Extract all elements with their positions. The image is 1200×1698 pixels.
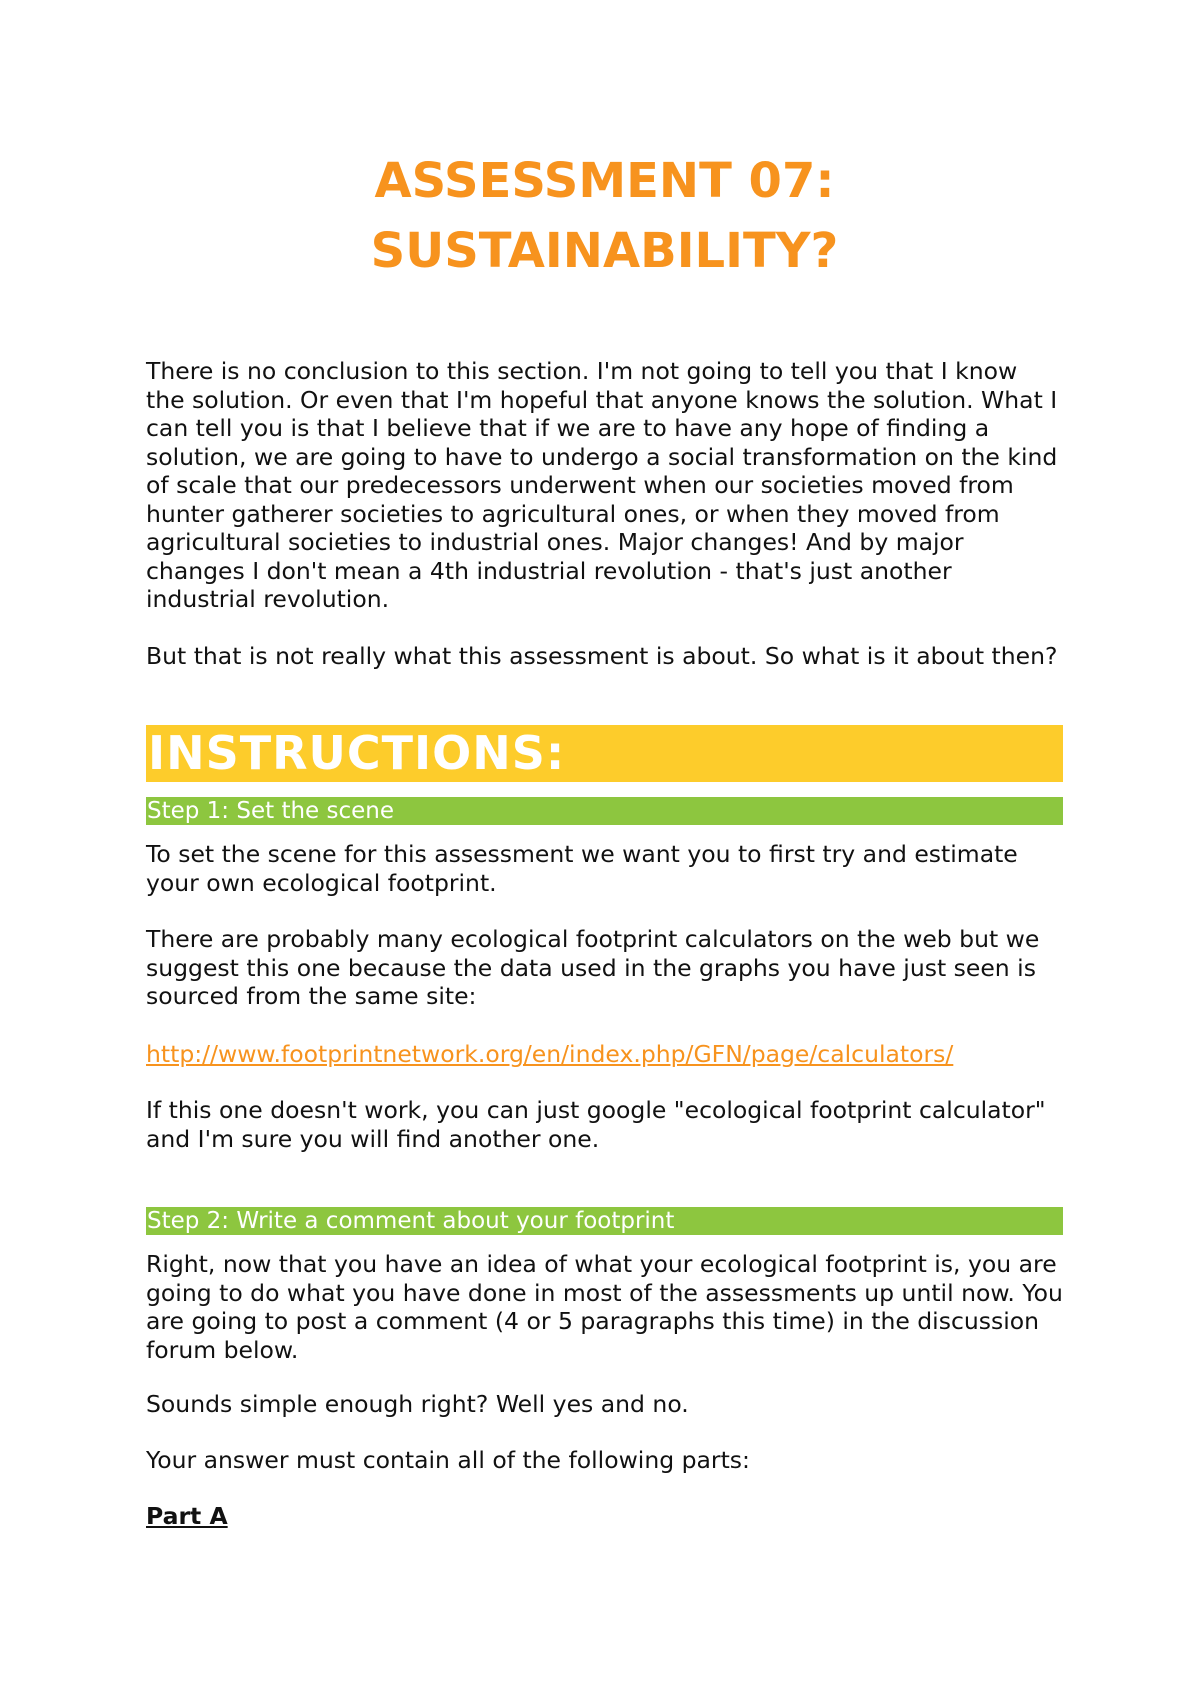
instructions-heading: INSTRUCTIONS: — [148, 726, 566, 780]
document-title — [146, 146, 1063, 286]
step-1-paragraph-3: If this one doesn't work, you can just google "ecological footprint calculator" and I'm sure you will find another one. — [146, 1096, 1046, 1153]
step-2-paragraph-2: Sounds simple enough right? Well yes and no. — [146, 1390, 689, 1418]
step-1-paragraph-1: To set the scene for this assessment we want you to first try and estimate your own ecological footprint. — [146, 840, 1018, 897]
title-line-1: ASSESSMENT 07: — [374, 153, 835, 209]
title-line-2: SUSTAINABILITY? — [370, 223, 839, 279]
step-2-heading: Step 2: Write a comment about your footprint — [146, 1207, 1063, 1235]
intro-paragraph-1: There is no conclusion to this section. I'm not going to tell you that I know the solution. Or even that I'm hopeful that anyone knows the solution. What I can tell you is that I believe that if we are to have any hope of finding a solution, we are going to have to undergo a social transformation on the kind of scale that our predecessors underwent when our societies moved from hunter gatherer societies to agricultural ones, or when they moved from agricultural societies to industrial ones. Major changes! And by major changes I don't mean a 4th industrial revolution - that's just another industrial revolution. — [146, 357, 1058, 613]
step-1-heading: Step 1: Set the scene — [146, 797, 1063, 825]
footprint-calculator-link[interactable]: http://www.footprintnetwork.org/en/index.php/GFN/page/calculators/ — [146, 1040, 954, 1068]
intro-paragraph-2: But that is not really what this assessment is about. So what is it about then? — [146, 642, 1058, 670]
instructions-banner — [146, 725, 1063, 782]
step-1-paragraph-2: There are probably many ecological footprint calculators on the web but we suggest this one because the data used in the graphs you have just seen is sourced from the same site: — [146, 925, 1040, 1010]
step-2-paragraph-3: Your answer must contain all of the following parts: — [146, 1446, 750, 1474]
part-a-heading: Part A — [146, 1502, 228, 1530]
step-2-paragraph-1: Right, now that you have an idea of what your ecological footprint is, you are going to do what you have done in most of the assessments up until now. You are going to post a comment (4 or 5 paragraphs this time) in the discussion forum below. — [146, 1250, 1063, 1364]
